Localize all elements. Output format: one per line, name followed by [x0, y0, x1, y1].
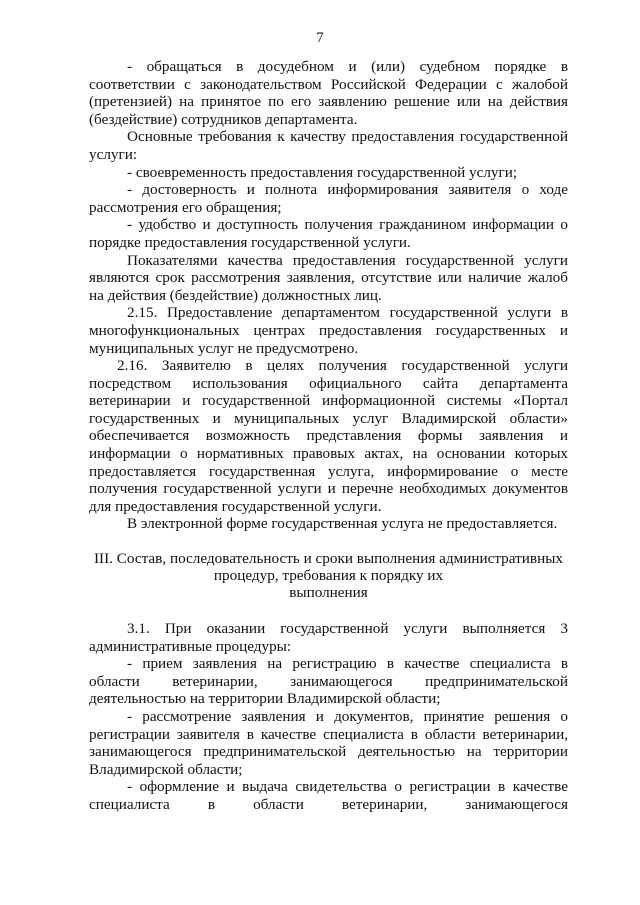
paragraph-3-1: 3.1. При оказании государственной услуги выполняется 3 административные процедуры: — [89, 620, 568, 655]
section-title — [89, 550, 568, 601]
spacer — [89, 533, 568, 550]
document-body — [89, 58, 568, 814]
paragraph-2-16: 2.16. Заявителю в целях получения государственной услуги посредством использования официального сайта департамента ветеринарии и государственной информационной системы «Портал государственных и муниципальных услуг Владимирской области» обеспечивается возможность представления формы заявления и информации о нормативных правовых актах, на основании которых предоставляется государственная услуга, информирование о месте получения государственной услуги и перечне необходимых документов для предоставления государственной услуги. — [89, 357, 568, 515]
spacer — [89, 601, 568, 620]
list-item-convenience: - удобство и доступность получения гражданином информации о порядке предоставления государственной услуги. — [89, 216, 568, 251]
paragraph-quality-requirements: Основные требования к качеству предоставления государственной услуги: — [89, 128, 568, 163]
list-item-timeliness: - своевременность предоставления государственной услуги; — [127, 163, 518, 181]
paragraph-electronic-form: В электронной форме государственная услуга не предоставляется. — [127, 515, 558, 533]
list-item-procedure-1: - прием заявления на регистрацию в качестве специалиста в области ветеринарии, занимающегося предпринимательской деятельностью на территории Владимирской области; — [89, 655, 568, 708]
section-title-line-3: выполнения — [289, 584, 368, 602]
page-number: 7 — [316, 30, 324, 46]
paragraph-quality-indicators: Показателями качества предоставления государственной услуги являются срок рассмотрения заявления, отсутствие или наличие жалоб на действия (бездействие) должностных лиц. — [89, 251, 568, 304]
list-item-accuracy: - достоверность и полнота информирования заявителя о ходе рассмотрения его обращения; — [89, 181, 568, 216]
list-item-procedure-2: - рассмотрение заявления и документов, принятие решения о регистрации заявителя в качестве специалиста в области ветеринарии, занимающегося предпринимательской деятельностью на территории Владимирской области; — [89, 708, 568, 778]
paragraph-appeal-right: - обращаться в досудебном и (или) судебном порядке в соответствии с законодательством Российской Федерации с жалобой (претензией) на принятое по его заявлению решение или на действия (бездействие) сотрудников департамента. — [89, 58, 568, 128]
list-item-procedure-3: - оформление и выдача свидетельства о регистрации в качестве специалиста в области ветеринарии, занимающегося — [89, 778, 568, 813]
section-title-line-2: процедур, требования к порядку их — [213, 567, 444, 585]
section-title-line-1: III. Состав, последовательность и сроки выполнения административных — [94, 550, 563, 568]
paragraph-2-15: 2.15. Предоставление департаментом государственной услуги в многофункциональных центрах предоставления государственных и муниципальных услуг не предусмотрено. — [89, 304, 568, 357]
